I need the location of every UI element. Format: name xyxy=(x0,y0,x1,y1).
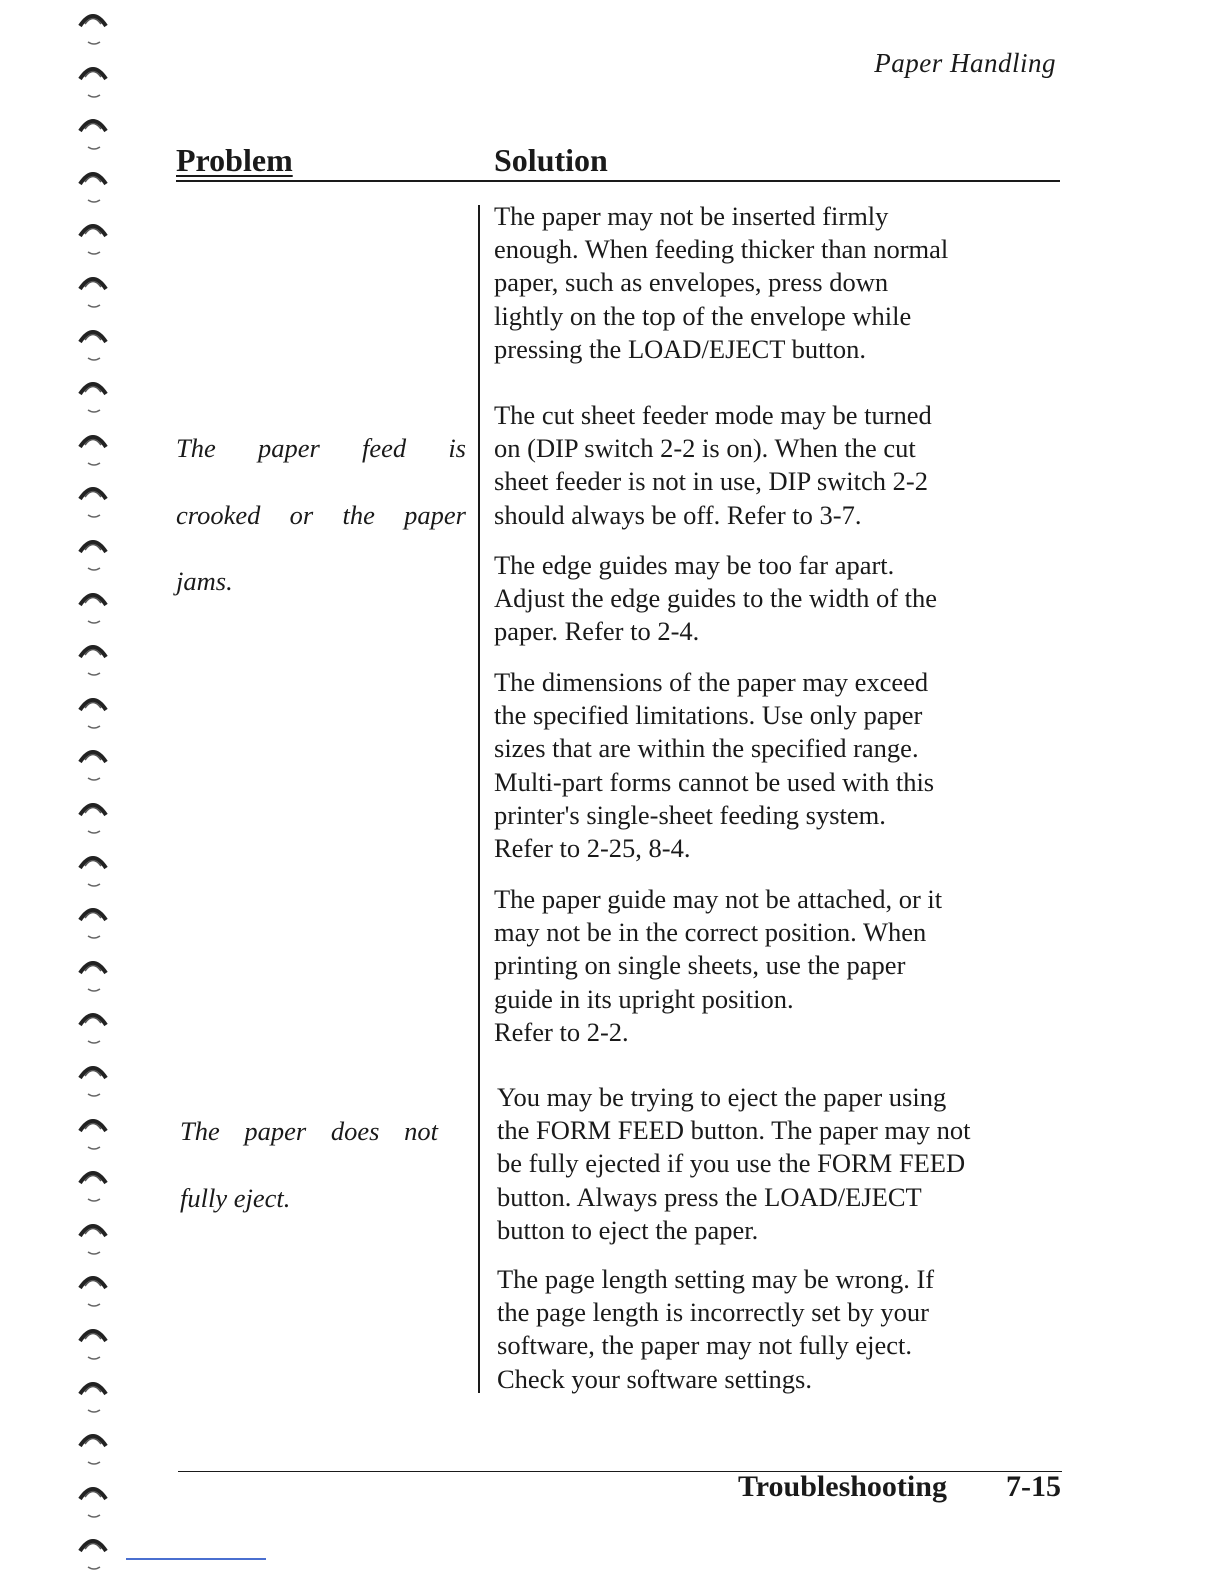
binding-ring-icon xyxy=(76,1056,110,1102)
binding-ring-icon xyxy=(76,740,110,786)
column-divider xyxy=(478,205,480,1393)
binding-ring-icon xyxy=(76,425,110,471)
problem-column-heading: Problem xyxy=(176,142,293,178)
binding-ring-icon xyxy=(76,898,110,944)
binding-ring-icon xyxy=(76,583,110,629)
page-number: 7-15 xyxy=(1006,1470,1061,1503)
binding-ring-icon xyxy=(76,1424,110,1470)
binding-ring-icon xyxy=(76,688,110,734)
problem-line: The paper does not xyxy=(180,1116,438,1147)
binding-ring-icon xyxy=(76,1372,110,1418)
solution-paragraph: The cut sheet feeder mode may be turned on (DIP switch 2-2 is on). When the cut sheet feeder is not in use, DIP switch 2-2 should always be off. Refer to 3-7. xyxy=(494,400,932,530)
problem-line: jams. xyxy=(176,566,233,597)
binding-ring-icon xyxy=(76,951,110,997)
solution-paragraph: The dimensions of the paper may exceed the specified limitations. Use only paper sizes that are within the specified range. Multi-part forms cannot be used with this printer's single-sheet feeding system. Refer to 2-25, 8-4. xyxy=(494,667,935,864)
binding-ring-icon xyxy=(76,793,110,839)
footer-section-title: Troubleshooting xyxy=(738,1470,947,1503)
solution-paragraph: The edge guides may be too far apart. Adjust the edge guides to the width of the paper. Refer to 2-4. xyxy=(494,550,938,647)
binding-ring-icon xyxy=(76,162,110,208)
binding-ring-icon xyxy=(76,1529,110,1575)
binding-ring-icon xyxy=(76,4,110,50)
binding-ring-icon xyxy=(76,635,110,681)
binding-ring-icon xyxy=(76,1477,110,1523)
solution-column-heading: Solution xyxy=(494,142,608,178)
scan-edge-mark xyxy=(126,1558,266,1560)
binding-ring-icon xyxy=(76,109,110,155)
binding-ring-icon xyxy=(76,1214,110,1260)
problem-line: fully eject. xyxy=(180,1182,291,1213)
binding-ring-icon xyxy=(76,267,110,313)
binding-ring-icon xyxy=(76,477,110,523)
problem-paper-not-eject xyxy=(180,1082,438,1248)
solution-paragraph: The paper may not be inserted firmly enough. When feeding thicker than normal paper, such as envelopes, press down lightly on the top of the envelope while pressing the LOAD/EJECT button. xyxy=(494,201,949,364)
binding-ring-icon xyxy=(76,530,110,576)
binding-ring-icon xyxy=(76,320,110,366)
binding-ring-icon xyxy=(76,1161,110,1207)
binding-ring-icon xyxy=(76,1003,110,1049)
binding-ring-icon xyxy=(76,846,110,892)
running-header: Paper Handling xyxy=(874,48,1056,78)
binding-ring-icon xyxy=(76,1319,110,1365)
binding-ring-icon xyxy=(76,1109,110,1155)
problem-line: crooked or the paper xyxy=(176,499,466,530)
binding-ring-icon xyxy=(76,372,110,418)
solution-paragraph: You may be trying to eject the paper using the FORM FEED button. The paper may not be fully ejected if you use the FORM FEED button. Always press the LOAD/EJECT button to eject the paper. xyxy=(497,1082,971,1245)
binding-ring-icon xyxy=(76,1266,110,1312)
binding-ring-icon xyxy=(76,214,110,260)
problem-paper-feed-crooked xyxy=(176,399,466,631)
solution-paragraph: The page length setting may be wrong. If the page length is incorrectly set by your software, the paper may not fully eject. Check your software settings. xyxy=(497,1264,935,1394)
problem-line: The paper feed is xyxy=(176,433,466,464)
solution-paragraph: The paper guide may not be attached, or it may not be in the correct position. When printing on single sheets, use the paper guide in its upright position. Refer to 2-2. xyxy=(494,884,943,1047)
spiral-binding xyxy=(76,0,116,1584)
heading-rule xyxy=(176,180,1060,182)
binding-ring-icon xyxy=(76,57,110,103)
